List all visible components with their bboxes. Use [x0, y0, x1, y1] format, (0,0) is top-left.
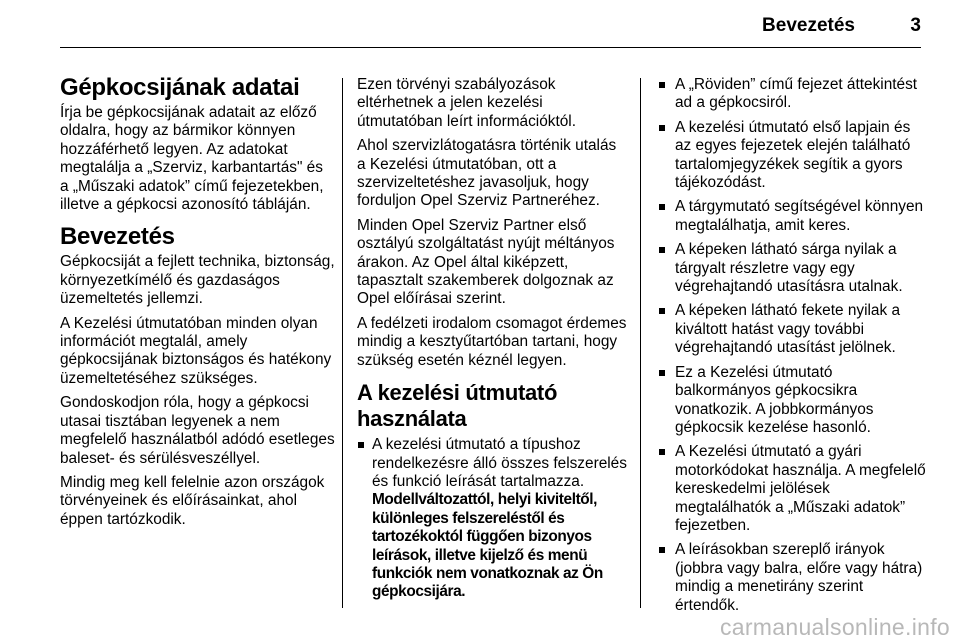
column-2	[357, 76, 627, 608]
square-bullet-icon	[358, 442, 364, 448]
paragraph: Mindig meg kell felelnie azon országok törvényeinek és előírásainkat, ahol éppen tartózkodik.	[60, 473, 325, 528]
paragraph: A Kezelési útmutatóban minden olyan információt megtalál, amely gépkocsijának biztonságos és hatékony üzemeltetéséhez szükséges.	[60, 314, 332, 387]
paragraph: A fedélzeti irodalom csomagot érdemes mindig a kesztyűtartóban tartani, hogy szükség esetén kéznél legyen.	[357, 314, 627, 369]
list-item	[658, 364, 926, 438]
square-bullet-icon	[659, 547, 665, 553]
list-item	[658, 302, 926, 357]
list-item-text: A kezelési útmutató a típushoz rendelkezésre álló összes felszerelés és funkció leírását tartalmazza.	[372, 436, 627, 490]
list-item	[658, 198, 926, 235]
list-item-text: A képeken látható sárga nyilak a tárgyalt részletre vagy egy végrehajtandó utasításra utalnak.	[675, 241, 903, 296]
list-item-text: Ez a Kezelési útmutató balkormányos gépkocsikra vonatkozik. A jobbkormányos gépkocsik kezelése hasonló.	[675, 363, 874, 436]
section-title: Bevezetés	[762, 15, 855, 36]
column-divider-2	[640, 78, 641, 608]
list-item	[658, 443, 926, 535]
list-item	[658, 76, 926, 113]
page-header	[60, 0, 921, 48]
list-item	[357, 436, 627, 602]
square-bullet-icon	[659, 125, 665, 131]
bullet-list	[658, 76, 926, 615]
list-item-text: A „Röviden” című fejezet áttekintést ad a gépkocsiról.	[675, 76, 918, 112]
bullet-list	[357, 436, 627, 602]
heading-line: A kezelési útmutató	[357, 380, 558, 406]
list-item-text: A leírásokban szereplő irányok (jobbra vagy balra, előre vagy hátra) mindig a menetirány szerint értendők.	[675, 541, 923, 614]
paragraph: Írja be gépkocsijának adatait az előző oldalra, hogy az bármikor könnyen hozzáférhető legyen. Az adatokat megtalálja a „Szerviz, karbantartás" és a „Műszaki adatok” című fejezetekben, illetve a gépkocsi azonosító tábláján.	[60, 104, 324, 214]
watermark: carmanualsonline.info	[719, 614, 950, 640]
square-bullet-icon	[659, 204, 665, 210]
square-bullet-icon	[659, 449, 665, 455]
list-item	[658, 119, 926, 193]
paragraph: Minden Opel Szerviz Partner első osztályú szolgáltatást nyújt méltányos árakon. Az Opel által kiképzett, tapasztalt szakemberek dolgoznak az Opel előírásai szerint.	[357, 216, 615, 308]
square-bullet-icon	[659, 247, 665, 253]
paragraph: Ahol szervizlátogatásra történik utalás a Kezelési útmutatóban, ott a szervizeltetéshez javasoljuk, hogy forduljon Opel Szerviz Partneréhez.	[357, 137, 617, 210]
heading-using-manual	[357, 380, 627, 432]
column-3	[658, 76, 926, 621]
square-bullet-icon	[659, 370, 665, 376]
heading-introduction: Bevezetés	[60, 223, 175, 251]
paragraph: Gépkocsiját a fejlett technika, biztonság, környezetkímélő és gazdaságos üzemeltetés jellemzi.	[60, 253, 335, 308]
column-1	[60, 76, 335, 535]
square-bullet-icon	[659, 82, 665, 88]
list-item-bold-text: Modellváltozattól, helyi kiviteltől, különleges felszereléstől és tartozékoktól függően bizonyos leírások, illetve kijelző és menü funkciók nem vonatkoznak az Ön gépkocsijára.	[372, 491, 603, 601]
list-item-text: A kezelési útmutató első lapjain és az egyes fejezetek elején található tartalomjegyzékek segítik a gyors tájékozódást.	[675, 118, 911, 192]
column-divider-1	[342, 78, 343, 608]
heading-line: használata	[357, 406, 467, 432]
list-item-text: A tárgymutató segítségével könnyen megtalálhatja, amit keres.	[675, 198, 924, 234]
list-item-text: A képeken látható fekete nyilak a kiváltott hatást vagy további végrehajtandó utasítást jelölnek.	[675, 302, 901, 357]
square-bullet-icon	[659, 308, 665, 314]
paragraph: Ezen törvényi szabályozások eltérhetnek a jelen kezelési útmutatóban leírt információktól.	[357, 76, 576, 130]
list-item	[658, 541, 926, 615]
list-item-text: A Kezelési útmutató a gyári motorkódokat használja. A megfelelő kereskedelmi jelölések megtalálhatók a „Műszaki adatok” fejezetben.	[675, 443, 926, 534]
page-number: 3	[910, 15, 921, 36]
list-item	[658, 241, 926, 296]
heading-vehicle-data: Gépkocsijának adatai	[60, 74, 300, 101]
paragraph: Gondoskodjon róla, hogy a gépkocsi utasai tisztában legyenek a nem megfelelő használatból adódó esetleges baleset- és sérülésveszéllyel.	[60, 394, 335, 467]
